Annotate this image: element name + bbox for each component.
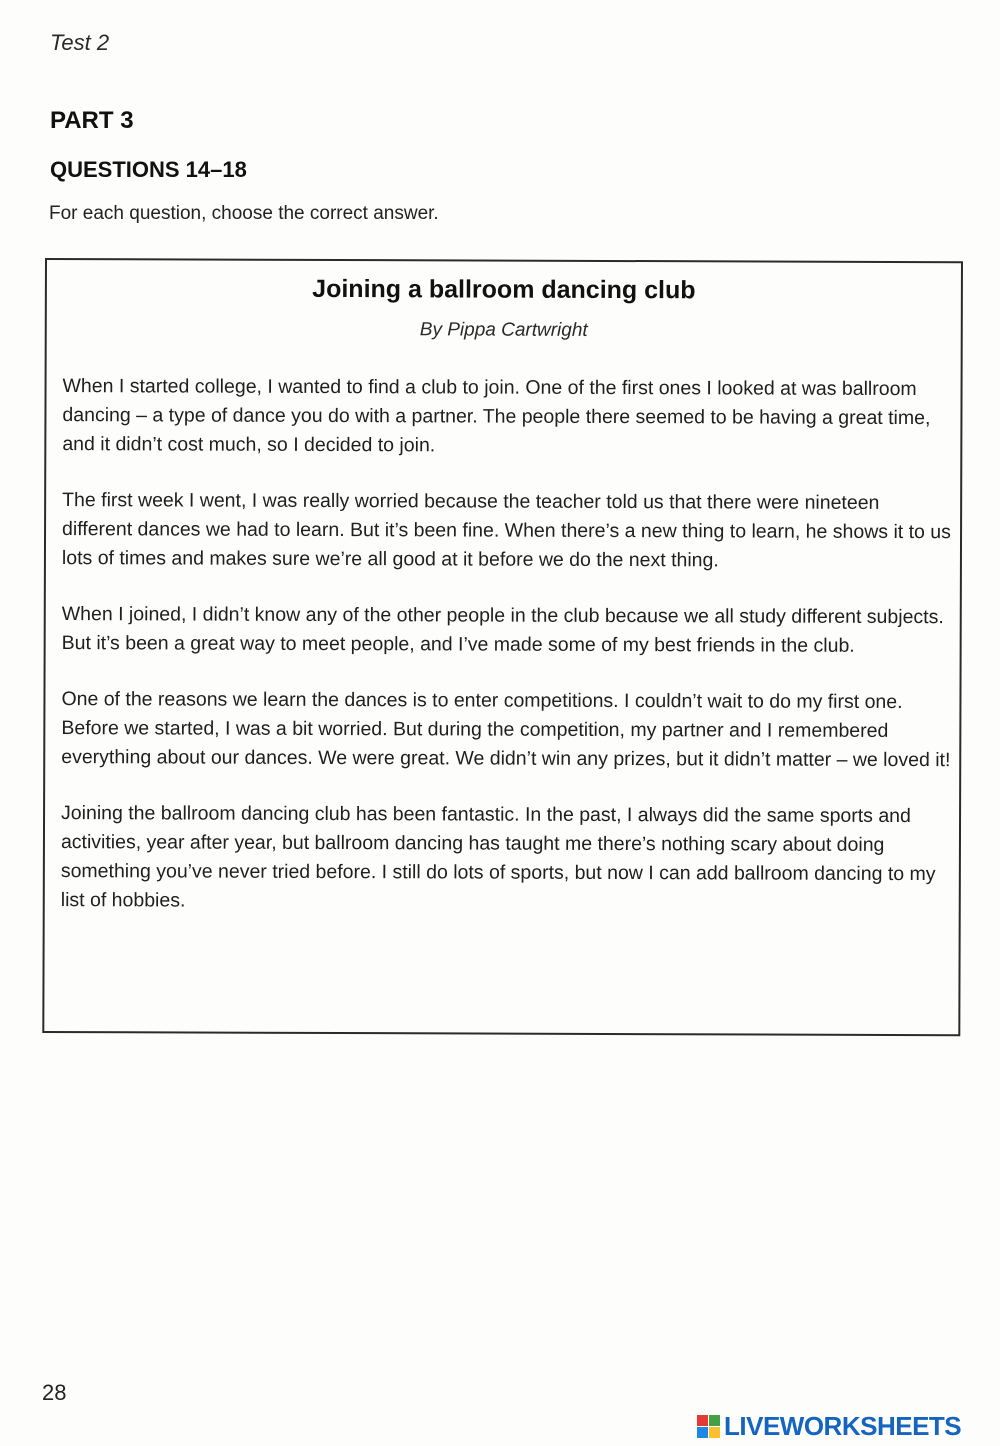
logo-tile-icon [697,1427,708,1438]
article-author: By Pippa Cartwright [419,319,588,341]
logo-tile-icon [709,1415,720,1426]
instruction-text: For each question, choose the correct answer. [49,203,439,224]
test-label: Test 2 [50,30,110,55]
article-paragraph: One of the reasons we learn the dances is to enter competitions. I couldn’t wait to do my first one. Before we started, I was a bit worried. But during the competition, my partner and I remembered everything about our dances. We were great. We didn’t win any prizes, but it didn’t matter – we loved it! [61,688,951,772]
article-box [42,258,963,1036]
article-title: Joining a ballroom dancing club [312,274,696,305]
brand-name: LIVEWORKSHEETS [724,1411,962,1441]
part-title: PART 3 [50,107,134,134]
logo-tile-icon [697,1415,708,1426]
questions-heading: QUESTIONS 14–18 [50,157,247,182]
page-number: 28 [42,1380,67,1405]
article-paragraph: The first week I went, I was really worried because the teacher told us that there were nineteen different dances we had to learn. But it’s been fine. When there’s a new thing to learn, he shows it to us lots of times and makes sure we’re all good at it before we do the next thing. [61,489,951,572]
logo-tile-icon [709,1427,720,1438]
article-paragraph: Joining the ballroom dancing club has been fantastic. In the past, I always did the same sports and activities, year after year, but ballroom dancing has taught me there’s nothing scary about doing something you’ve never tried before. I still do lots of sports, but now I can add ballroom dancing to my list of hobbies. [60,802,936,912]
article-body [61,372,953,945]
liveworksheets-logo-icon [697,1415,720,1438]
liveworksheets-brand[interactable] [697,1411,961,1442]
article-paragraph: When I started college, I wanted to find a club to join. One of the first ones I looked at was ballroom dancing – a type of dance you do with a partner. The people there seemed to be having a great time, and it didn’t cost much, so I decided to join. [62,375,931,457]
article-paragraph: When I joined, I didn’t know any of the other people in the club because we all study different subjects. But it’s been a great way to meet people, and I’ve made some of my best friends in the club. [61,603,944,657]
